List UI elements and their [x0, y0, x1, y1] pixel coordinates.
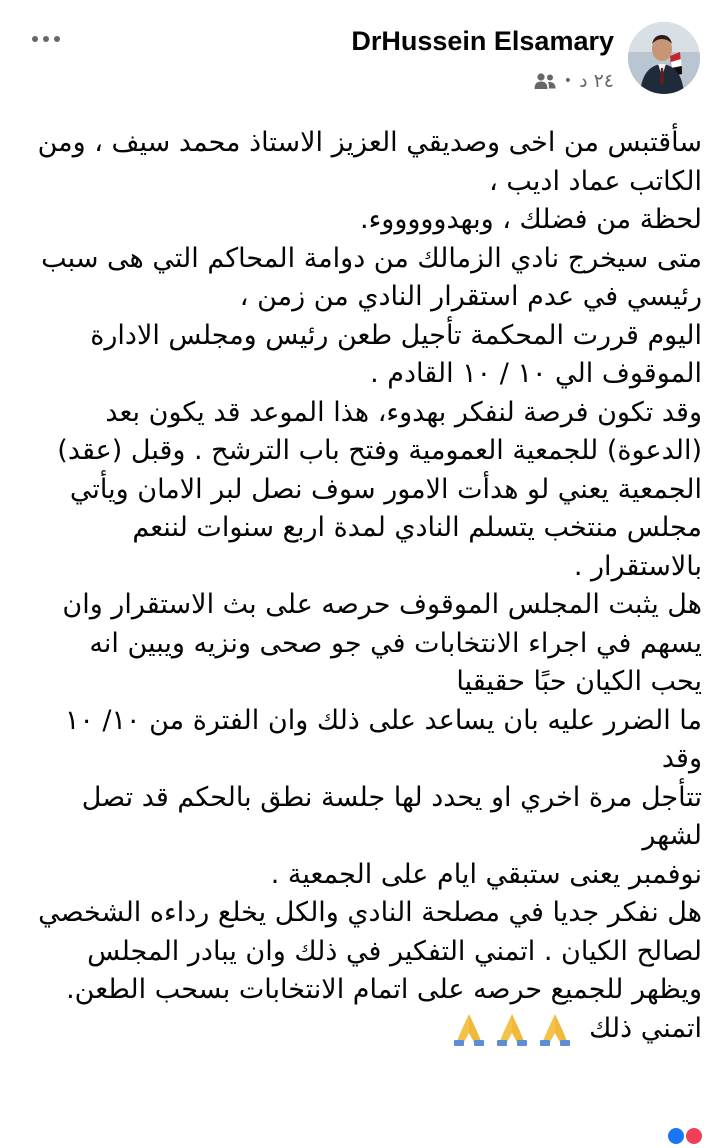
folded-hands-icon [535, 1011, 575, 1047]
post-line-15: يحب الكيان حبًا حقيقيا [456, 666, 702, 697]
post-line-5: رئيسي في عدم استقرار النادي من زمن ، [239, 281, 702, 312]
post-line-6: اليوم قررت المحكمة تأجيل طعن رئيس ومجلس الادارة [90, 319, 702, 351]
post-line-12: بالاستقرار . [573, 550, 702, 582]
post-line-8: وقد تكون فرصة لنفكر بهدوء، هذا الموعد قد يكون بعد [105, 396, 702, 428]
post-line-14: يسهم في اجراء الانتخابات في جو صحى ونزيه ويبين انه [89, 627, 702, 659]
post-line-2: الكاتب عماد اديب ، [489, 165, 702, 197]
post-time[interactable]: ٢٤ د [579, 70, 614, 92]
post-line-20: لصالح الكيان . اتمني التفكير في ذلك وان يبادر المجلس [87, 935, 702, 967]
post-body [34, 124, 702, 1048]
post-line-7: الموقوف الي ١٠ / ١٠ القادم . [370, 358, 702, 389]
post-line-9: (الدعوة) للجمعية العمومية وفتح باب الترشح . وقبل (عقد) [57, 435, 702, 466]
meta-separator: • [563, 73, 573, 89]
post-last-line [34, 1010, 702, 1049]
post-line-17: تتأجل مرة اخري او يحدد لها جلسة نطق بالحكم قد تصل لشهر [81, 781, 702, 851]
post-line-10: الجمعية يعني لو هدأت الامور سوف نصل لبر الامان ويأتي [69, 473, 702, 505]
post-line-22: اتمني ذلك [589, 1012, 702, 1044]
post-line-11: مجلس منتخب يتسلم النادي لمدة اربع سنوات لننعم [132, 512, 702, 543]
post-line-18: نوفمبر يعنى ستبقي ايام على الجمعية . [270, 858, 702, 890]
emoji-row [449, 1011, 575, 1047]
post-line-16: ما الضرر عليه بان يساعد على ذلك وان الفترة من ١٠/ ١٠ وقد [64, 704, 702, 774]
author-avatar[interactable] [628, 22, 700, 94]
like-reaction-icon [668, 1128, 684, 1144]
author-name[interactable]: DrHussein Elsamary [351, 26, 614, 56]
more-dots-icon [32, 36, 38, 42]
love-reaction-icon [686, 1128, 702, 1144]
folded-hands-icon [492, 1011, 532, 1047]
reaction-icons-partial [668, 1128, 712, 1139]
post-meta [533, 70, 614, 92]
post-header [0, 0, 720, 110]
post-line-4: متى سيخرج نادي الزمالك من دوامة المحاكم التي هى سبب [41, 242, 702, 274]
post-line-3: لحظة من فضلك ، وبهدوووووء. [360, 204, 702, 235]
folded-hands-icon [449, 1011, 489, 1047]
post-line-21: ويظهر للجميع حرصه على اتمام الانتخابات بسحب الطعن. [66, 974, 702, 1005]
friends-icon[interactable] [533, 72, 557, 90]
post-line-1: سأقتبس من اخى وصديقي العزيز الاستاذ محمد سيف ، ومن [37, 127, 702, 158]
post-line-19: هل نفكر جديا في مصلحة النادي والكل يخلع رداءه الشخصي [38, 897, 702, 928]
more-options-button[interactable] [26, 28, 66, 50]
post-line-13: هل يثبت المجلس الموقوف حرصه على بث الاستقرار وان [62, 589, 702, 620]
